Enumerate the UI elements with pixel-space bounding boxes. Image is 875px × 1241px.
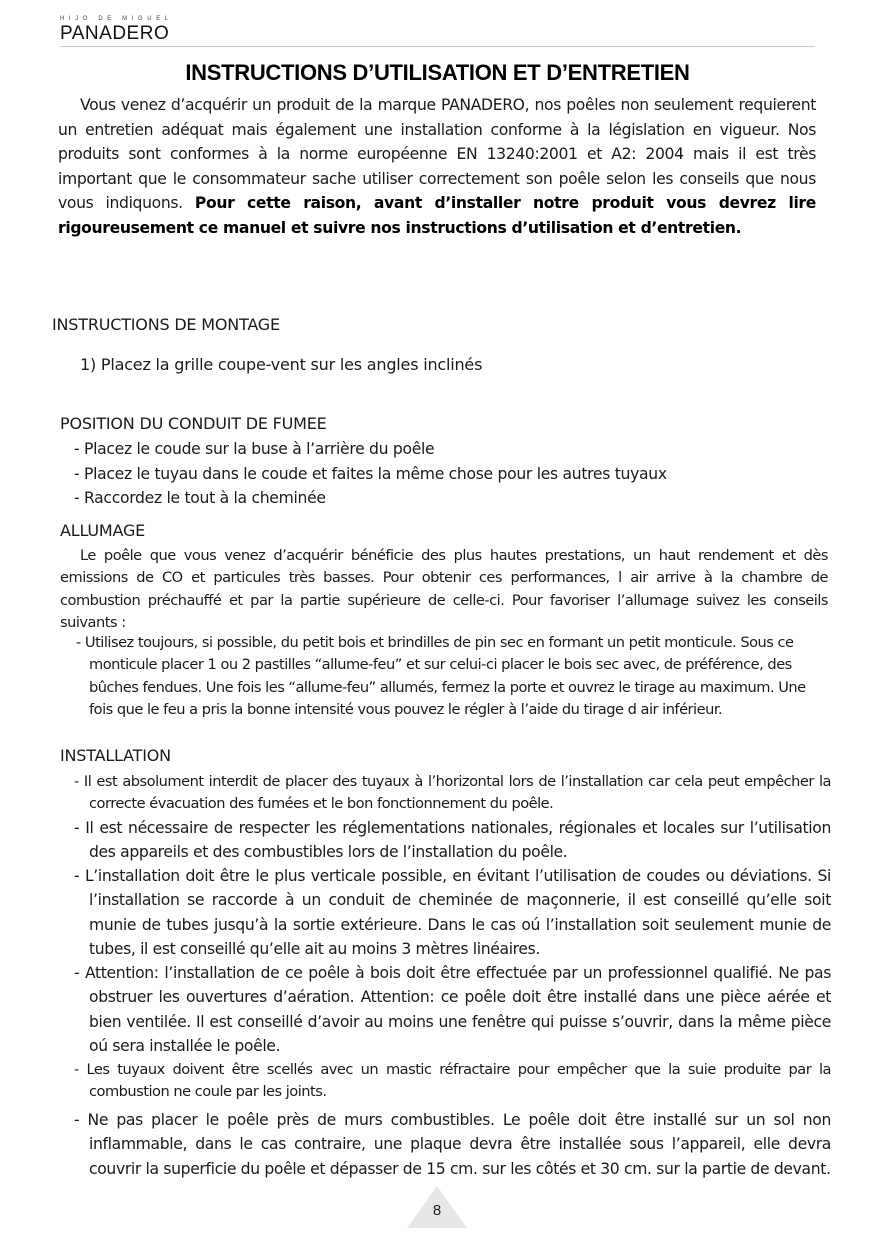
heading-montage: INSTRUCTIONS DE MONTAGE (52, 315, 280, 334)
page-number: 8 (432, 1202, 442, 1219)
intro-text: Vous venez d’acquérir un produit de la marque PANADERO, nos poêles non seulement requierent un entretien adéquat mais également une installation conforme à la législation en vigueur. Nos produits sont conformes à la norme européenne EN 13240:2001 et A2: 2004 mais il est très important que le consommateur sache utiliser correctement son poêle selon les conseils que nous vous indiquons. (58, 96, 816, 212)
list-item: - Ne pas placer le poêle près de murs combustibles. Le poêle doit être installé sur un sol non inflammable, dans le cas contraire, une plaque devra être installée sous l’appareil, elle devra couvrir la superficie du poêle et dépasser de 15 cm. sur les côtés et 30 cm. sur la partie de devant. (74, 1111, 831, 1178)
list-item: - Les tuyaux doivent être scellés avec un mastic réfractaire pour empêcher que la suie produite par la combustion ne coule par les joints. (74, 1061, 831, 1100)
heading-allumage: ALLUMAGE (60, 521, 146, 540)
allumage-list-item: - Utilisez toujours, si possible, du petit bois et brindilles de pin sec en formant un petit monticule. Sous ce monticule placer 1 ou 2 pastilles “allume-feu” et sur celui-ci placer le bois sec avec, de préférence, des bûches fendues. Une fois les “allume-feu” allumés, fermez la porte et ouvrez le tirage au maximum. Une fois que le feu a pris la bonne intensité vous pouvez le régler à l’aide du tirage d air inférieur. (76, 634, 806, 718)
intro-bold-text: Pour cette raison, avant d’installer notre produit vous devrez lire rigoureusement ce manuel et suivre nos instructions d’utilisation et d’entretien. (58, 194, 817, 237)
list-item: - Placez le tuyau dans le coude et faites la même chose pour les autres tuyaux (74, 462, 667, 487)
list-item: - Il est absolument interdit de placer des tuyaux à l’horizontal lors de l’installation car cela peut empêcher la correcte évacuation des fumées et le bon fonctionnement du poêle. (74, 773, 831, 812)
brand-logo-name: PANADERO (60, 23, 170, 44)
brand-logo-subtitle: HIJO DE MIGUEL (60, 16, 173, 22)
list-item: - L’installation doit être le plus verticale possible, en évitant l’utilisation de coudes ou déviations. Si l’installation se raccorde à un conduit de cheminée de maçonnerie, il est conseillé qu’elle soit munie de tubes jusqu’à la sortie extérieure. Dans le cas oú l’installation soit seulement munie de tubes, il est conseillé qu’elle ait au moins 3 mètres linéaires. (74, 867, 831, 958)
heading-installation: INSTALLATION (60, 746, 171, 765)
header-divider (60, 46, 815, 47)
conduit-list (74, 437, 667, 511)
intro-paragraph (58, 93, 816, 240)
list-item: - Placez le coude sur la buse à l’arrière du poêle (74, 437, 667, 462)
page-title: INSTRUCTIONS D’UTILISATION ET D’ENTRETIEN (185, 60, 690, 85)
allumage-paragraph: Le poêle que vous venez d’acquérir bénéficie des plus hautes prestations, un haut rendement et dès emissions de CO et particules très basses. Pour obtenir ces performances, l air arrive à la chambre de combustion préchauffé et par la partie supérieure de celle-ci. Pour favoriser l’allumage suivez les conseils suivants : (60, 547, 828, 631)
list-item: - Raccordez le tout à la cheminée (74, 486, 667, 511)
heading-conduit: POSITION DU CONDUIT DE FUMEE (60, 414, 327, 433)
list-item: - Il est nécessaire de respecter les réglementations nationales, régionales et locales sur l’utilisation des appareils et des combustibles lors de l’installation du poêle. (74, 819, 831, 862)
brand-logo (60, 16, 173, 45)
list-item: - Attention: l’installation de ce poêle à bois doit être effectuée par un professionnel qualifié. Ne pas obstruer les ouvertures d’aération. Attention: ce poêle doit être installé dans une pièce aérée et bien ventilée. Il est conseillé d’avoir au moins une fenêtre qui puisse s’ouvrir, dans la même pièce oú sera installée le poêle. (74, 964, 831, 1055)
montage-step-1: 1) Placez la grille coupe-vent sur les angles inclinés (80, 355, 483, 374)
